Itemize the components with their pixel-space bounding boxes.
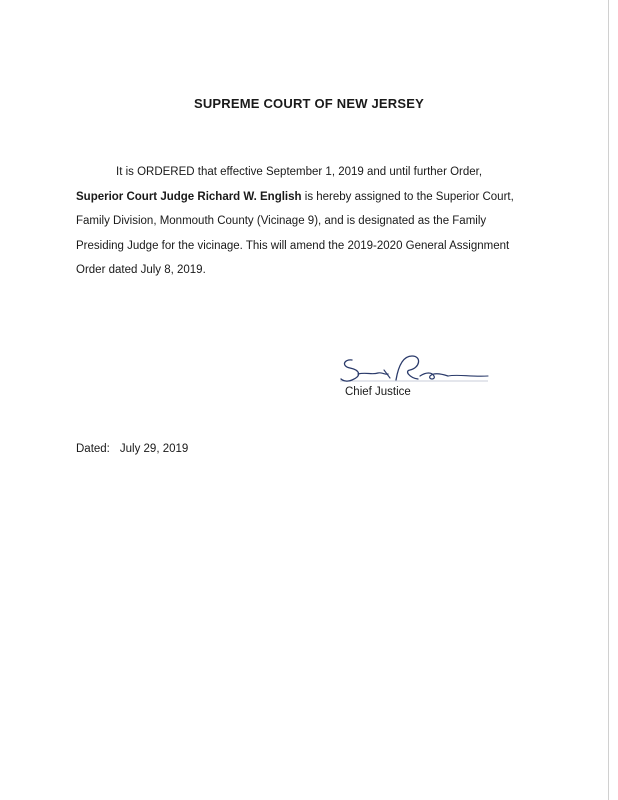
dated-value: July 29, 2019 bbox=[119, 443, 189, 455]
signature-title: Chief Justice bbox=[345, 386, 411, 398]
dated-line bbox=[76, 443, 188, 455]
order-line-4: Presiding Judge for the vicinage. This will amend the 2019-2020 General Assignment bbox=[76, 239, 510, 252]
order-line-2 bbox=[76, 185, 556, 210]
court-heading: SUPREME COURT OF NEW JERSEY bbox=[193, 96, 425, 111]
order-line-2-rest: is hereby assigned to the Superior Court, bbox=[301, 190, 514, 203]
order-line-3: Family Division, Monmouth County (Vicinage 9), and is designated as the Family bbox=[76, 215, 487, 227]
signature-image bbox=[338, 350, 498, 390]
order-line-5: Order dated July 8, 2019. bbox=[76, 264, 206, 276]
order-body bbox=[76, 160, 556, 283]
dated-label: Dated: bbox=[76, 443, 110, 455]
judge-name: Superior Court Judge Richard W. English bbox=[76, 190, 302, 203]
order-line-1: It is ORDERED that effective September 1, 2019 and until further Order, bbox=[116, 166, 483, 178]
page-edge-line bbox=[608, 0, 609, 800]
